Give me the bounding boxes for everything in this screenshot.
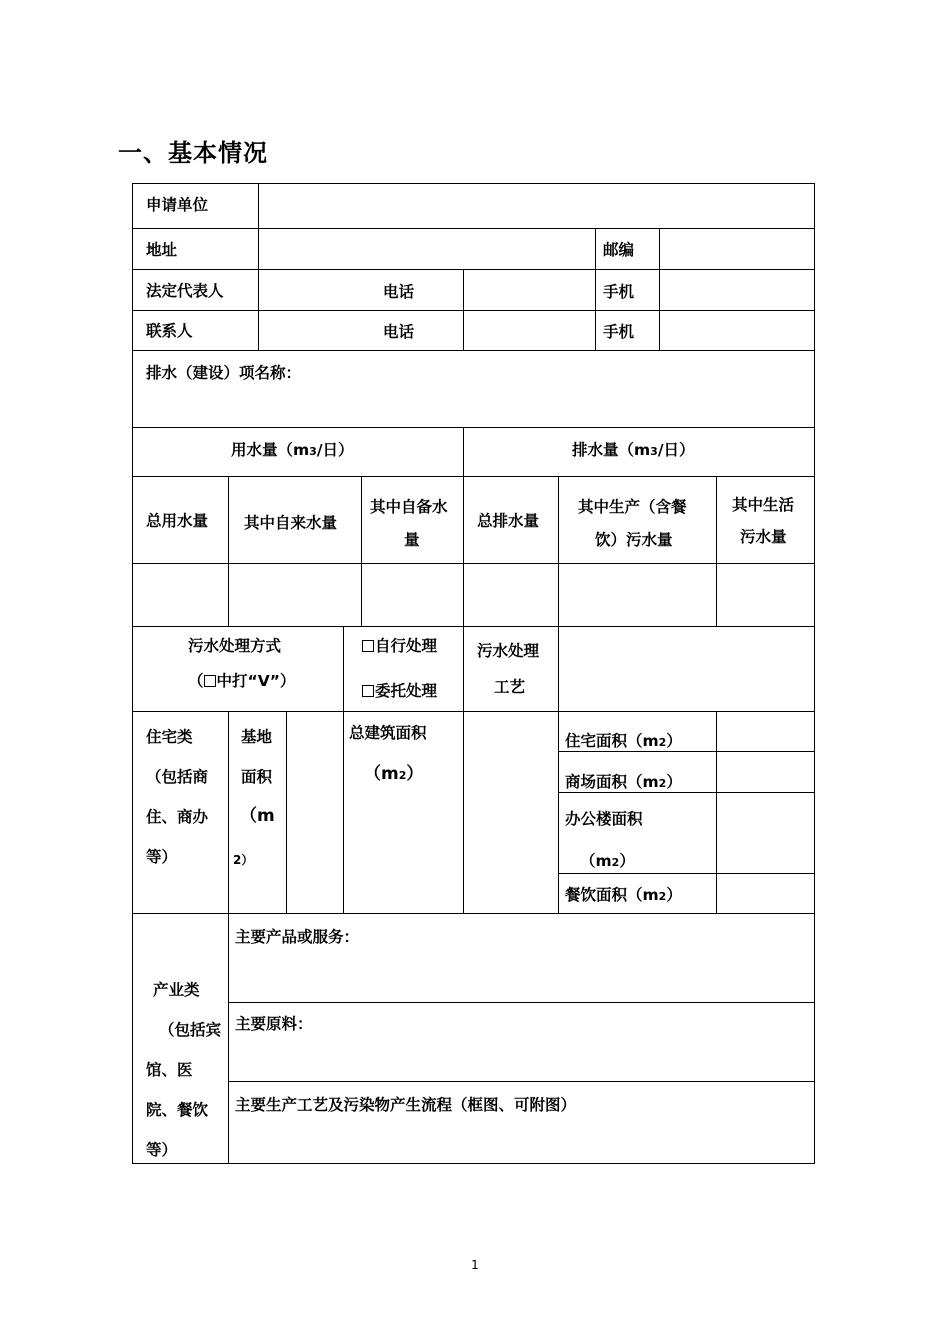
domestic-sewage-label-l1: 其中生活 xyxy=(732,496,795,514)
self-water-cell xyxy=(361,476,464,564)
industry-label-l3: 馆、医 xyxy=(146,1061,193,1079)
base-area-label-l1: 基地 xyxy=(241,728,273,746)
address-field[interactable] xyxy=(258,228,596,270)
total-water-use-label: 总用水量 xyxy=(146,512,209,530)
main-materials-field[interactable] xyxy=(228,1002,815,1082)
page-number: 1 xyxy=(471,1258,479,1272)
base-area-label-l3: （m xyxy=(240,806,275,826)
process-flow-label: 主要生产工艺及污染物产生流程（框图、可附图） xyxy=(235,1096,577,1114)
tap-water-label: 其中自来水量 xyxy=(244,514,338,532)
self-water-label-l2: 量 xyxy=(404,531,420,549)
industry-label-l1: 产业类 xyxy=(153,981,200,999)
production-sewage-label-l2: 饮）污水量 xyxy=(595,531,673,549)
domestic-sewage-field[interactable] xyxy=(716,563,815,627)
self-water-label-l1: 其中自备水 xyxy=(370,498,448,516)
housing-area-label: 住宅面积（m2） xyxy=(565,732,682,750)
self-treat-checkbox[interactable] xyxy=(362,640,374,652)
production-sewage-label-l1: 其中生产（含餐 xyxy=(578,498,687,516)
mall-area-label: 商场面积（m2） xyxy=(565,773,682,791)
legal-rep-field[interactable] xyxy=(258,269,464,311)
self-water-field[interactable] xyxy=(361,563,464,627)
process-flow-field[interactable] xyxy=(228,1081,815,1164)
office-area-label-l2: （m2） xyxy=(580,852,635,870)
postcode-label: 邮编 xyxy=(603,241,635,259)
production-sewage-field[interactable] xyxy=(558,563,717,627)
residential-label-l3: 住、商办 xyxy=(146,808,209,826)
treatment-process-field[interactable] xyxy=(558,626,815,712)
main-products-label: 主要产品或服务： xyxy=(235,928,360,946)
legal-rep-mobile-label: 手机 xyxy=(603,283,635,301)
residential-label-l1: 住宅类 xyxy=(146,728,193,746)
contact-mobile-label: 手机 xyxy=(603,323,635,341)
project-name-field[interactable] xyxy=(132,350,815,428)
domestic-sewage-label-l2: 污水量 xyxy=(740,528,787,546)
total-drainage-field[interactable] xyxy=(463,563,559,627)
base-area-field[interactable] xyxy=(286,711,344,914)
treatment-process-label-l1: 污水处理 xyxy=(477,642,540,660)
water-use-header: 用水量（m3/日） xyxy=(231,441,354,459)
total-floor-area-label: 总建筑面积 xyxy=(349,724,427,742)
legal-rep-label: 法定代表人 xyxy=(146,282,224,300)
legal-rep-phone-field[interactable] xyxy=(463,269,596,311)
self-treat-option[interactable]: 自行处理 xyxy=(362,636,437,656)
entrust-treat-checkbox[interactable] xyxy=(362,685,374,697)
base-area-label-l4: 2） xyxy=(233,853,254,867)
office-area-field[interactable] xyxy=(716,792,815,874)
base-area-label-l2: 面积 xyxy=(241,768,273,786)
treatment-mode-label-l2: （ 中打“V”） xyxy=(188,672,296,690)
catering-area-field[interactable] xyxy=(716,873,815,914)
contact-label: 联系人 xyxy=(146,322,193,340)
section-heading: 一、基本情况 xyxy=(118,139,268,167)
postcode-field[interactable] xyxy=(659,228,815,270)
domestic-sewage-cell xyxy=(716,476,815,564)
catering-area-label: 餐饮面积（m2） xyxy=(565,886,682,904)
industry-label-l4: 院、餐饮 xyxy=(146,1101,209,1119)
applicant-label: 申请单位 xyxy=(146,196,209,214)
tap-water-field[interactable] xyxy=(228,563,362,627)
residential-label-l4: 等） xyxy=(146,848,178,866)
entrust-treat-option[interactable]: 委托处理 xyxy=(362,681,437,701)
main-materials-label: 主要原料： xyxy=(235,1015,313,1033)
treatment-mode-label-l1: 污水处理方式 xyxy=(188,637,282,655)
total-water-use-field[interactable] xyxy=(132,563,229,627)
checkbox-icon xyxy=(204,675,216,687)
applicant-field[interactable] xyxy=(258,183,815,229)
drainage-header: 排水量（m3/日） xyxy=(572,441,695,459)
contact-phone-label: 电话 xyxy=(383,323,415,341)
treatment-process-label-l2: 工艺 xyxy=(494,678,526,696)
treatment-process-label-cell xyxy=(463,626,559,712)
production-sewage-cell xyxy=(558,476,717,564)
total-floor-area-unit: （m2） xyxy=(364,764,424,784)
residential-label-l2: （包括商 xyxy=(146,768,209,786)
total-floor-area-field[interactable] xyxy=(463,711,559,914)
housing-area-field[interactable] xyxy=(716,711,815,752)
contact-mobile-field[interactable] xyxy=(659,310,815,351)
contact-phone-field[interactable] xyxy=(463,310,596,351)
mall-area-field[interactable] xyxy=(716,751,815,793)
office-area-label-l1: 办公楼面积 xyxy=(565,810,643,828)
industry-label-l5: 等） xyxy=(146,1141,178,1159)
legal-rep-mobile-field[interactable] xyxy=(659,269,815,311)
industry-label-l2: （包括宾 xyxy=(159,1021,222,1039)
address-label: 地址 xyxy=(146,241,178,259)
legal-rep-phone-label: 电话 xyxy=(383,283,415,301)
total-drainage-label: 总排水量 xyxy=(477,512,540,530)
contact-field[interactable] xyxy=(258,310,464,351)
project-name-label: 排水（建设）项名称： xyxy=(146,364,302,382)
